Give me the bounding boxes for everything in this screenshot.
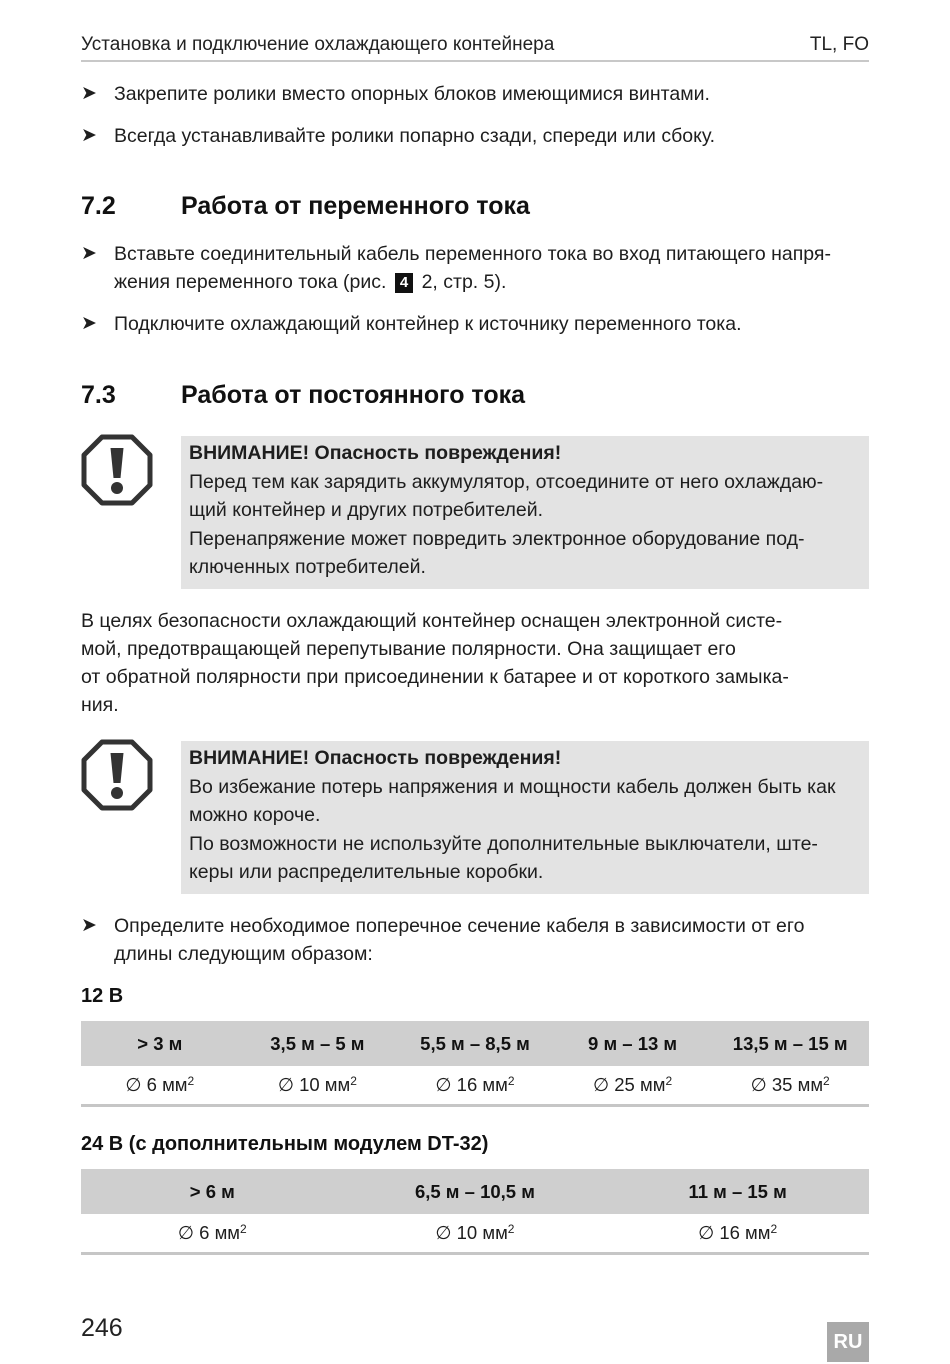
table-row xyxy=(81,1066,869,1106)
unit-exponent: 2 xyxy=(507,1222,515,1236)
section-title: Работа от переменного тока xyxy=(181,192,530,220)
table-header-cell: 6,5 м – 10,5 м xyxy=(344,1169,607,1214)
warning-line: ключенных потребителей. xyxy=(189,556,426,578)
header-models: TL, FO xyxy=(809,34,869,55)
warning-box xyxy=(181,436,869,589)
table-caption-24v: 24 В (с дополнительным модулем DT-32) xyxy=(81,1133,489,1155)
step-text: Всегда устанавливайте ролики попарно сзади, спереди или сбоку. xyxy=(114,125,716,147)
warning-octagon-icon xyxy=(81,739,153,811)
cell-value: ∅ 6 мм xyxy=(177,1222,241,1243)
instruction-step xyxy=(81,122,869,150)
unit-exponent: 2 xyxy=(823,1074,830,1088)
step-line xyxy=(114,268,869,296)
warning-line: Во избежание потерь напряжения и мощности кабель должен быть как xyxy=(189,775,836,798)
step-line: Вставьте соединительный кабель переменного тока во вход питающего напря- xyxy=(114,243,831,265)
table-cell xyxy=(606,1214,869,1254)
warning-line: Перед тем как зарядить аккумулятор, отсоедините от него охлаждаю- xyxy=(189,470,824,493)
table-cell xyxy=(344,1214,607,1254)
table-cell xyxy=(711,1066,869,1106)
table-header-row xyxy=(81,1021,869,1066)
step-text: Подключите охлаждающий контейнер к источнику переменного тока. xyxy=(114,313,742,335)
section-title: Работа от постоянного тока xyxy=(181,381,526,409)
arrow-icon: ➤ xyxy=(81,125,97,146)
table-header-row xyxy=(81,1169,869,1214)
cell-value: ∅ 10 мм xyxy=(277,1074,351,1095)
paragraph-line: В целях безопасности охлаждающий контейнер оснащен электронной систе- xyxy=(81,610,783,632)
step-text xyxy=(114,240,869,296)
instruction-step xyxy=(81,310,869,338)
cell-value: ∅ 10 мм xyxy=(435,1222,508,1243)
step-text xyxy=(114,912,869,968)
body-paragraph xyxy=(81,607,869,719)
cell-value: ∅ 25 мм xyxy=(593,1074,666,1095)
warning-line: По возможности не используйте дополнительные выключатели, ште- xyxy=(189,832,818,855)
cable-section-table-12v xyxy=(81,1021,869,1107)
arrow-icon: ➤ xyxy=(81,243,97,264)
section-number: 7.3 xyxy=(81,381,116,409)
arrow-icon: ➤ xyxy=(81,313,97,334)
step-line-part: 2, стр. 5). xyxy=(421,271,507,293)
instruction-step xyxy=(81,80,869,108)
table-row xyxy=(81,1214,869,1254)
cell-value: ∅ 6 мм xyxy=(125,1074,188,1095)
arrow-icon: ➤ xyxy=(81,915,97,936)
unit-exponent: 2 xyxy=(240,1222,247,1236)
unit-exponent: 2 xyxy=(187,1074,195,1088)
table-header-cell: 11 м – 15 м xyxy=(606,1169,869,1214)
section-heading-7-3 xyxy=(81,381,525,410)
paragraph-line: ния. xyxy=(81,694,119,716)
arrow-icon: ➤ xyxy=(81,83,97,104)
running-header xyxy=(81,30,869,62)
table-header-cell: 5,5 м – 8,5 м xyxy=(396,1021,554,1066)
unit-exponent: 2 xyxy=(770,1222,778,1236)
table-cell xyxy=(81,1214,344,1254)
figure-reference-badge: 4 xyxy=(395,273,413,293)
step-line: Определите необходимое поперечное сечение кабеля в зависимости от его xyxy=(114,915,805,937)
cell-value: ∅ 16 мм xyxy=(698,1222,771,1243)
table-cell xyxy=(554,1066,712,1106)
header-title: Установка и подключение охлаждающего контейнера xyxy=(81,34,555,55)
table-header-cell: > 6 м xyxy=(81,1169,344,1214)
paragraph-line: от обратной полярности при присоединении к батарее и от короткого замыка- xyxy=(81,666,789,688)
table-cell xyxy=(396,1066,554,1106)
warning-title: ВНИМАНИЕ! Опасность повреждения! xyxy=(189,442,562,464)
unit-exponent: 2 xyxy=(350,1074,357,1088)
table-caption-12v: 12 В xyxy=(81,985,124,1007)
cell-value: ∅ 16 мм xyxy=(435,1074,508,1095)
warning-octagon-icon xyxy=(81,434,153,506)
step-line: длины следующим образом: xyxy=(114,943,373,965)
table-cell xyxy=(81,1066,239,1106)
paragraph-line: мой, предотвращающей перепутывание полярности. Она защищает его xyxy=(81,638,736,660)
unit-exponent: 2 xyxy=(665,1074,673,1088)
cell-value: ∅ 35 мм xyxy=(750,1074,824,1095)
warning-line: Перенапряжение может повредить электронное оборудование под- xyxy=(189,527,805,550)
instruction-step xyxy=(81,912,869,968)
language-badge: RU xyxy=(827,1322,869,1362)
warning-box xyxy=(181,741,869,894)
section-number: 7.2 xyxy=(81,192,116,220)
table-header-cell: 13,5 м – 15 м xyxy=(711,1021,869,1066)
page-number: 246 xyxy=(81,1314,123,1342)
step-line-part: жения переменного тока (рис. xyxy=(114,271,387,293)
cable-section-table-24v xyxy=(81,1169,869,1255)
warning-title: ВНИМАНИЕ! Опасность повреждения! xyxy=(189,747,562,769)
table-header-cell: 9 м – 13 м xyxy=(554,1021,712,1066)
unit-exponent: 2 xyxy=(507,1074,515,1088)
section-heading-7-2 xyxy=(81,192,530,221)
step-text: Закрепите ролики вместо опорных блоков имеющимися винтами. xyxy=(114,83,710,105)
warning-line: щий контейнер и других потребителей. xyxy=(189,499,544,521)
table-header-cell: > 3 м xyxy=(81,1021,239,1066)
instruction-step xyxy=(81,240,869,296)
warning-line: керы или распределительные коробки. xyxy=(189,861,544,883)
table-header-cell: 3,5 м – 5 м xyxy=(239,1021,397,1066)
table-cell xyxy=(239,1066,397,1106)
warning-line: можно короче. xyxy=(189,804,321,826)
